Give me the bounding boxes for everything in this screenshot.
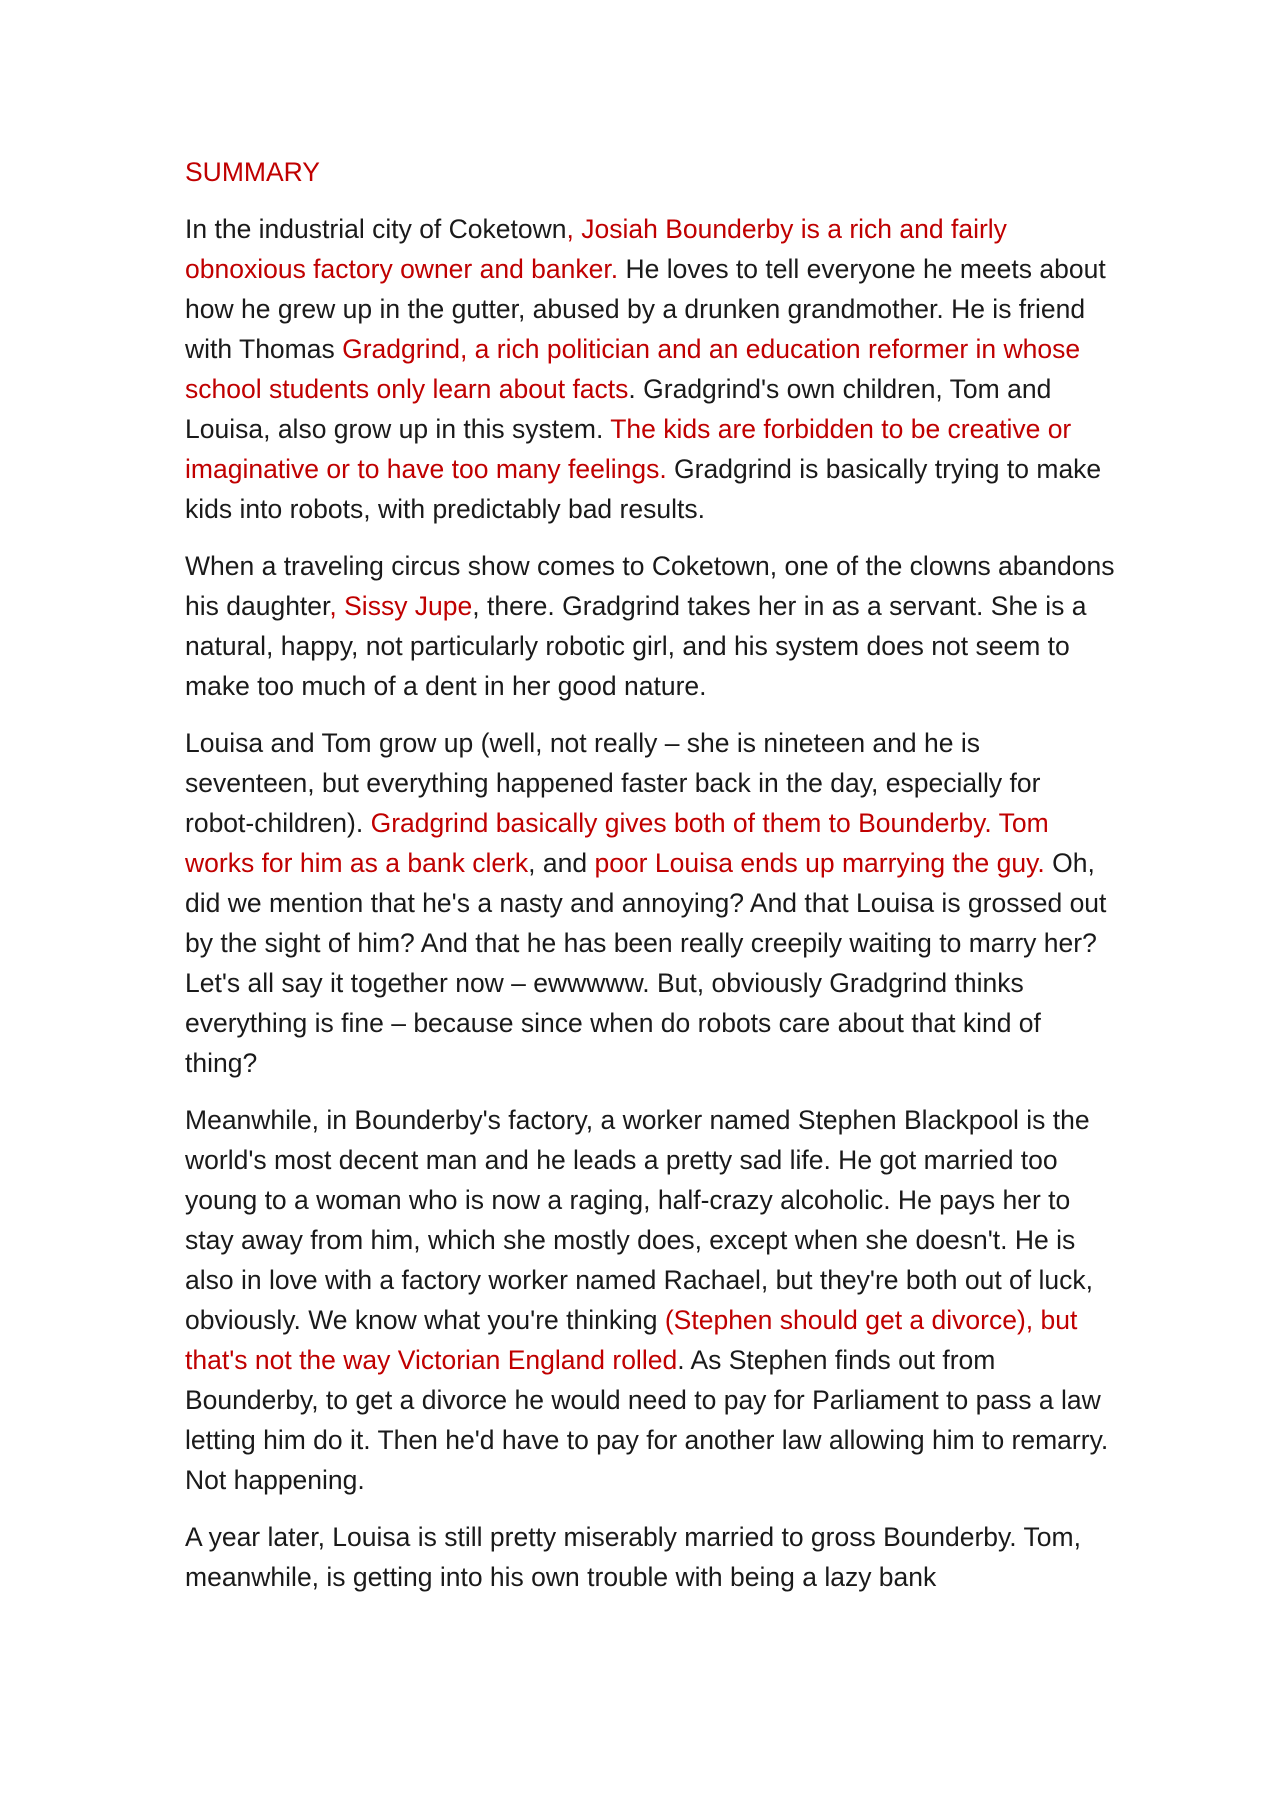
text-run: When a traveling circus show comes to Coketown, one of the clowns abandons his daughter	[185, 551, 1115, 621]
section-heading: SUMMARY	[185, 157, 320, 187]
text-run: , there. Gradgrind takes her in as a servant. She is a natural, happy, not particularly robotic girl, and his system does not seem to make too much of a dent in her good nature.	[185, 591, 1087, 701]
paragraph-4	[185, 1100, 1115, 1500]
paragraph-1	[185, 209, 1115, 529]
highlighted-run: , Sissy Jupe	[329, 591, 473, 621]
highlighted-run: poor Louisa ends up marrying the guy.	[594, 848, 1045, 878]
text-run: He loves to tell everyone he meets about how he grew up in the gutter, abused by a drunken grandmother. He is friend with Thomas	[185, 254, 1106, 364]
text-run: Meanwhile, in Bounderby's factory, a worker named Stephen Blackpool is the world's most decent man and he leads a pretty sad life. He got married too young to a woman who is now a raging, half-crazy alcoholic. He pays her to stay away from him, which she mostly does, except when she doesn't. He is also in love with a factory worker named Rachael, but they're both out of luck, obviously. We know what you're thinking	[185, 1105, 1094, 1335]
text-run: In the industrial city of Coketown	[185, 214, 567, 244]
paragraph-3	[185, 723, 1115, 1083]
text-run: Gradgrind is basically trying to make kids into robots, with predictably bad results.	[185, 454, 1102, 524]
highlighted-run: (Stephen should get a divorce), but that's not the way Victorian England rolled	[185, 1305, 1078, 1375]
highlighted-run: Gradgrind basically gives both of them to Bounderby. Tom works for him as a bank clerk	[185, 808, 1049, 878]
paragraph-2	[185, 546, 1115, 706]
text-run: A year later, Louisa is still pretty miserably married to gross Bounderby. Tom, meanwhile, is getting into his own trouble with being a lazy bank	[185, 1522, 1081, 1592]
highlighted-run: , Josiah Bounderby is a rich and fairly obnoxious factory owner and banker.	[185, 214, 1007, 284]
document-body	[185, 152, 1115, 1614]
text-run: Oh, did we mention that he's a nasty and annoying? And that Louisa is grossed out by the sight of him? And that he has been really creepily waiting to marry her? Let's all say it together now – ewwwww. But, obviously Gradgrind thinks everything is fine – because since when do robots care about that kind of thing?	[185, 848, 1107, 1078]
highlighted-run: The kids are forbidden to be creative or imaginative or to have too many feelings.	[185, 414, 1072, 484]
paragraph-5	[185, 1517, 1115, 1597]
text-run: . Gradgrind's own children, Tom and Louisa, also grow up in this system.	[185, 374, 1052, 444]
text-run: . As Stephen finds out from Bounderby, to get a divorce he would need to pay for Parliament to pass a law letting him do it. Then he'd have to pay for another law allowing him to remarry. Not happening.	[185, 1345, 1109, 1495]
highlighted-run: Gradgrind, a rich politician and an education reformer in whose school students only learn about facts	[185, 334, 1081, 404]
text-run: Louisa and Tom grow up (well, not really – she is nineteen and he is seventeen, but everything happened faster back in the day, especially for robot-children).	[185, 728, 1041, 838]
text-run: , and	[528, 848, 595, 878]
